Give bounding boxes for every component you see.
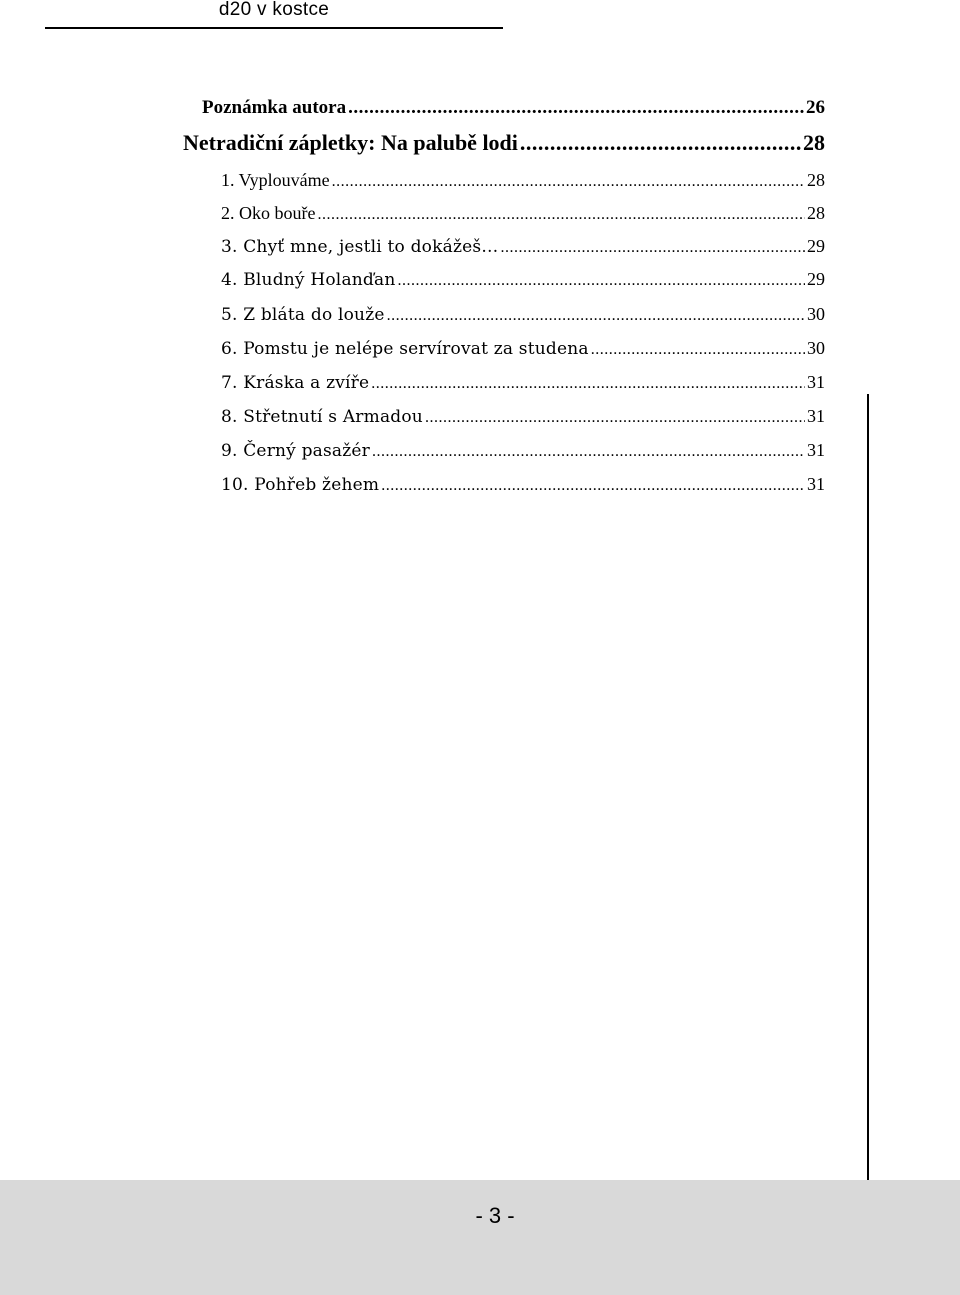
dot-leader: [348, 98, 804, 117]
toc-entry-5[interactable]: [221, 304, 825, 325]
toc-entry-page: 29: [807, 236, 825, 256]
toc-entry-title: 1. Vyplouváme: [221, 170, 330, 190]
toc-entry-page: 31: [807, 440, 825, 460]
toc-entry-title: 3. Chyť mne, jestli to dokážeš…: [221, 237, 499, 257]
toc-entry-title: Netradiční zápletky: Na palubě lodi: [183, 130, 518, 155]
footer-band: [0, 1180, 960, 1295]
toc-entry-section-ship[interactable]: [183, 130, 825, 156]
toc-entry-page: 28: [803, 130, 825, 155]
toc-entry-3[interactable]: [221, 236, 825, 257]
page-number: - 3 -: [475, 1203, 515, 1228]
toc-entry-9[interactable]: [221, 440, 825, 461]
toc-entry-1[interactable]: [221, 170, 825, 191]
toc-entry-8[interactable]: [221, 406, 825, 427]
dot-leader: [387, 308, 805, 324]
dot-leader: [371, 376, 805, 392]
header-rule: [45, 27, 503, 29]
toc-entry-7[interactable]: [221, 372, 825, 393]
toc-entry-4[interactable]: [221, 269, 825, 290]
dot-leader: [372, 444, 805, 460]
dot-leader: [398, 273, 806, 289]
dot-leader: [591, 342, 805, 358]
toc-entry-page: 31: [807, 474, 825, 494]
toc-entry-title: 4. Bludný Holanďan: [221, 270, 396, 290]
toc-entry-6[interactable]: [221, 338, 825, 359]
toc-entry-2[interactable]: [221, 203, 825, 224]
running-header-title: d20 v kostce: [218, 0, 330, 20]
toc-entry-title: 9. Černý pasažér: [221, 441, 370, 461]
toc-entry-page: 30: [807, 304, 825, 324]
toc-entry-title: 5. Z bláta do louže: [221, 305, 385, 325]
toc-entry-10[interactable]: [221, 474, 825, 495]
dot-leader: [381, 478, 805, 494]
toc-entry-author-note[interactable]: [202, 97, 825, 119]
toc-entry-title: 2. Oko bouře: [221, 203, 316, 223]
toc-entry-page: 29: [807, 269, 825, 289]
dot-leader: [520, 132, 801, 154]
toc-entry-page: 28: [807, 170, 825, 190]
dot-leader: [425, 410, 805, 426]
toc-entry-page: 28: [807, 203, 825, 223]
toc-entry-page: 30: [807, 338, 825, 358]
toc-entry-title: 8. Střetnutí s Armadou: [221, 407, 423, 427]
toc-entry-title: 6. Pomstu je nelépe servírovat za studena: [221, 339, 589, 359]
dot-leader: [317, 207, 805, 223]
dot-leader: [332, 174, 805, 190]
toc-entry-title: 10. Pohřeb žehem: [221, 475, 380, 495]
toc-entry-title: Poznámka autora: [202, 97, 347, 118]
toc-entry-title: 7. Kráska a zvíře: [221, 373, 370, 393]
dot-leader: [501, 240, 806, 256]
margin-vertical-rule: [867, 394, 869, 1216]
toc-entry-page: 31: [807, 372, 825, 392]
toc-entry-page: 26: [806, 97, 825, 118]
toc-entry-page: 31: [807, 406, 825, 426]
